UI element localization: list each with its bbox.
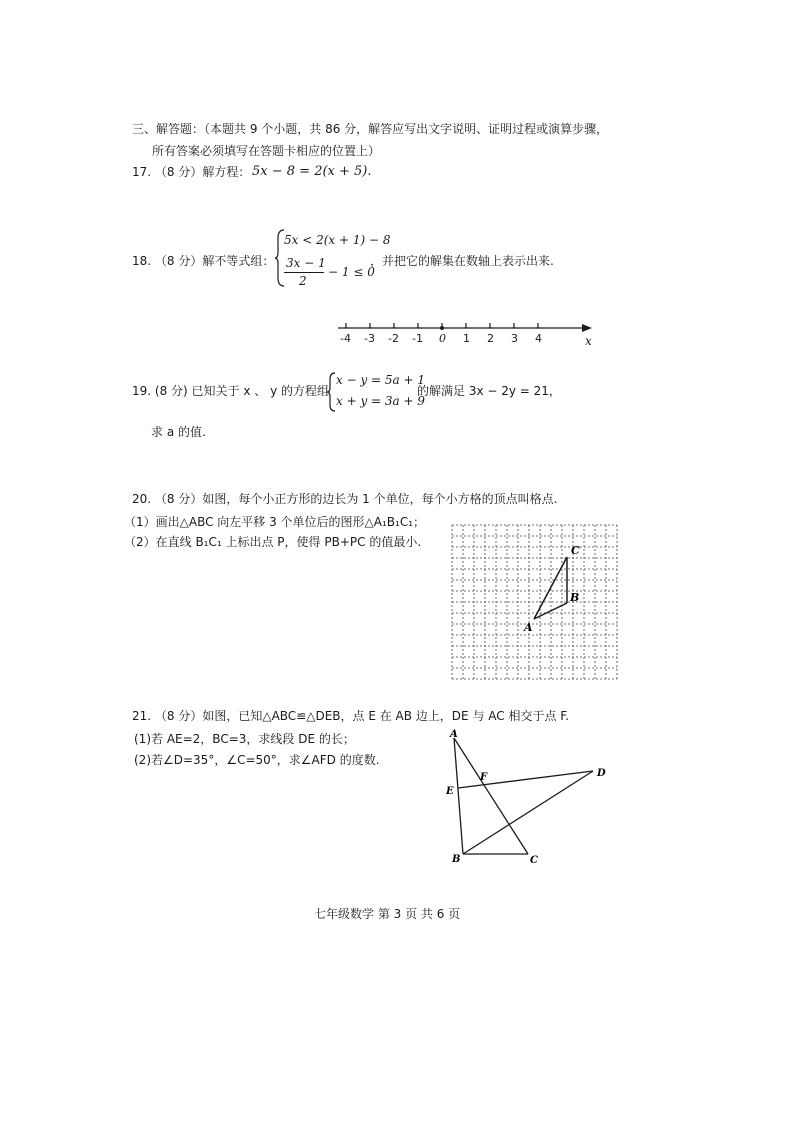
section-heading-cont: 所有答案必须填写在答题卡相应的位置上） xyxy=(152,144,381,158)
q21-label: 21. （8 分）如图，已知△ABC≌△DEB，点 E 在 AB 边上，DE 与 AC 相交于点 F. xyxy=(132,709,570,723)
q20-label: 20. （8 分）如图，每个小正方形的边长为 1 个单位，每个小方格的顶点叫格点. xyxy=(132,492,558,506)
number-line-tick-label: 3 xyxy=(511,332,518,345)
number-line-tick-label: -1 xyxy=(412,332,423,345)
q21-point-e: E xyxy=(446,786,454,797)
q19-tail: 的解满足 3x − 2y = 21， xyxy=(417,384,561,398)
segment-de xyxy=(458,771,593,788)
q20-point-b: B xyxy=(570,591,580,604)
q21-point-a: A xyxy=(450,729,458,740)
q18-tail: ，并把它的解集在数轴上表示出来. xyxy=(370,254,554,268)
q21-point-d: D xyxy=(597,768,606,779)
number-line-tick-label: -4 xyxy=(340,332,351,345)
q20-part2: （2）在直线 B₁C₁ 上标出点 P，使得 PB+PC 的值最小. xyxy=(124,535,422,549)
q20-part1: （1）画出△ABC 向左平移 3 个单位后的图形△A₁B₁C₁； xyxy=(124,515,426,529)
page-footer: 七年级数学 第 3 页 共 6 页 xyxy=(314,907,461,921)
q18-inequality-1: 5x < 2(x + 1) − 8 xyxy=(284,233,391,247)
number-line-tick-label: 0 xyxy=(439,332,446,345)
q18-ineq2-denominator: 2 xyxy=(299,274,307,288)
number-line-tick-label: 2 xyxy=(487,332,494,345)
q18-ineq2-numerator: 3x − 1 xyxy=(286,256,326,270)
q21-part2: (2)若∠D=35°，∠C=50°，求∠AFD 的度数. xyxy=(134,753,380,767)
segment-ab xyxy=(454,738,463,854)
number-line-tick-label: 4 xyxy=(535,332,542,345)
q20-point-c: C xyxy=(571,544,580,557)
q17-equation: 5x − 8 = 2(x + 5). xyxy=(252,164,372,179)
number-line-x-label: x xyxy=(585,334,592,348)
number-line xyxy=(336,318,606,340)
q21-point-b: B xyxy=(452,854,461,865)
q19-ask: 求 a 的值. xyxy=(151,425,206,439)
q21-point-c: C xyxy=(530,855,538,866)
number-line-tick-label: -3 xyxy=(364,332,375,345)
q17-label: 17. （8 分）解方程： xyxy=(132,165,251,179)
number-line-tick-label: -2 xyxy=(388,332,399,345)
q19-equation-2: x + y = 3a + 9 xyxy=(336,394,426,408)
origin-dot xyxy=(440,326,444,330)
q20-point-a: A xyxy=(524,621,533,634)
q21-point-f: F xyxy=(480,772,488,783)
q19-label: 19. (8 分) 已知关于 x 、 y 的方程组 xyxy=(132,384,329,398)
q18-label: 18. （8 分）解不等式组： xyxy=(132,254,275,268)
q21-triangle-figure xyxy=(440,728,610,868)
number-line-tick-label: 1 xyxy=(463,332,470,345)
q18-ineq2-rest: − 1 ≤ 0 xyxy=(328,265,375,279)
q20-grid-figure xyxy=(450,523,618,681)
section-heading: 三、解答题：（本题共 9 个小题，共 86 分，解答应写出文字说明、证明过程或演算步骤， xyxy=(132,122,609,136)
q19-brace xyxy=(326,372,336,412)
q21-part1: (1)若 AE=2，BC=3，求线段 DE 的长； xyxy=(134,732,355,746)
q19-equation-1: x − y = 5a + 1 xyxy=(336,373,426,387)
